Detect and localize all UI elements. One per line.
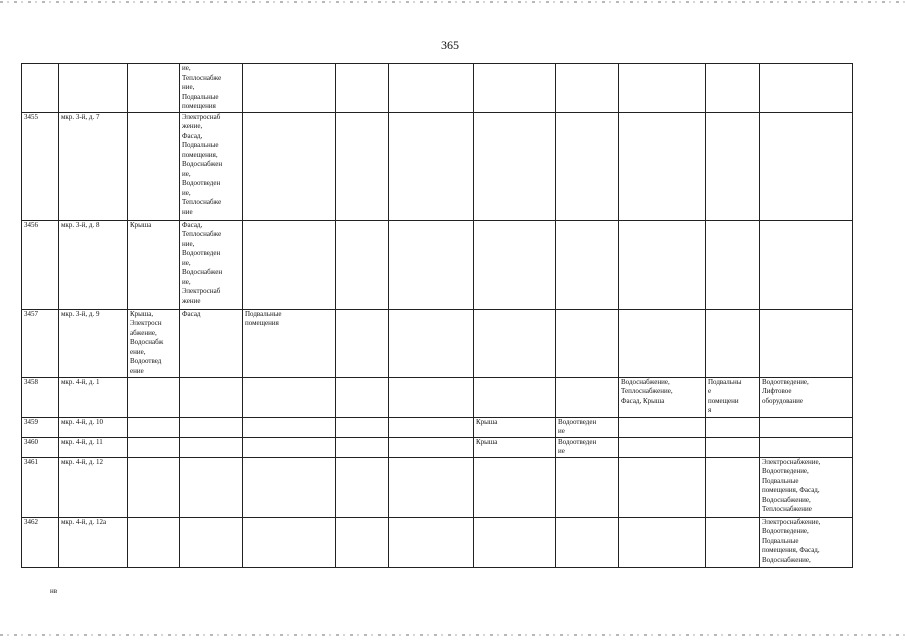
address-cell <box>59 64 128 113</box>
table-cell <box>706 309 760 377</box>
address-cell: мкр. 3-й, д. 7 <box>59 112 128 220</box>
table-cell <box>619 64 706 113</box>
table-cell <box>389 457 474 517</box>
document-table <box>21 63 853 568</box>
table-cell <box>389 377 474 417</box>
table-cell <box>128 437 180 457</box>
table-row <box>22 309 853 377</box>
address-cell: мкр. 3-й, д. 9 <box>59 309 128 377</box>
table-cell <box>760 112 853 220</box>
table-cell <box>474 457 556 517</box>
table-cell: Подвальны е помещени я <box>706 377 760 417</box>
row-number-cell: 3457 <box>22 309 59 377</box>
table-cell: Крыша <box>474 417 556 437</box>
table-cell <box>336 417 389 437</box>
table-cell <box>760 64 853 113</box>
table-cell <box>243 220 336 309</box>
table-cell <box>556 64 619 113</box>
table-cell <box>389 64 474 113</box>
table-row <box>22 517 853 567</box>
table-cell <box>389 417 474 437</box>
table-cell <box>128 457 180 517</box>
table-row <box>22 417 853 437</box>
table-cell <box>474 517 556 567</box>
row-number-cell: 3462 <box>22 517 59 567</box>
table-cell: Подвальные помещения <box>243 309 336 377</box>
table-body <box>22 64 853 568</box>
row-number-cell: 3460 <box>22 437 59 457</box>
table-cell <box>619 457 706 517</box>
footer-mark: нв <box>50 587 58 595</box>
table-cell <box>389 309 474 377</box>
table-cell: Водоотведение, Лифтовое оборудование <box>760 377 853 417</box>
table-cell <box>336 517 389 567</box>
table-cell <box>389 220 474 309</box>
table-cell <box>706 457 760 517</box>
table-cell <box>760 220 853 309</box>
table-cell <box>128 112 180 220</box>
table-row <box>22 220 853 309</box>
table-cell <box>336 457 389 517</box>
table-cell <box>243 517 336 567</box>
table-cell <box>243 377 336 417</box>
table-row <box>22 377 853 417</box>
row-number-cell <box>22 64 59 113</box>
table-cell <box>474 64 556 113</box>
table-cell <box>180 437 243 457</box>
address-cell: мкр. 4-й, д. 12 <box>59 457 128 517</box>
row-number-cell: 3456 <box>22 220 59 309</box>
table-cell <box>706 64 760 113</box>
table-cell <box>474 377 556 417</box>
table-cell <box>619 437 706 457</box>
table-cell <box>474 309 556 377</box>
table-cell <box>556 517 619 567</box>
table-cell <box>128 417 180 437</box>
table-cell <box>474 220 556 309</box>
table-cell <box>474 112 556 220</box>
table-cell: Водоотведен ие <box>556 417 619 437</box>
table-cell: Крыша <box>128 220 180 309</box>
table-cell <box>243 417 336 437</box>
table-cell <box>336 377 389 417</box>
table-cell: Электроснаб жение, Фасад, Подвальные помещения, Водоснабжен ие, Водоотведен ие, Теплоснабже ние <box>180 112 243 220</box>
table-cell <box>706 437 760 457</box>
table-cell <box>180 417 243 437</box>
table-cell <box>128 377 180 417</box>
table-cell <box>336 437 389 457</box>
table-cell <box>619 417 706 437</box>
table-cell <box>336 309 389 377</box>
table-cell: Фасад, Теплоснабже ние, Водоотведен ие, Водоснабжен ие, Электроснаб жение <box>180 220 243 309</box>
table-cell <box>760 417 853 437</box>
table-row <box>22 64 853 113</box>
table-cell <box>336 64 389 113</box>
table-cell <box>619 517 706 567</box>
table-cell <box>128 517 180 567</box>
table-cell <box>706 112 760 220</box>
table-cell <box>556 220 619 309</box>
row-number-cell: 3459 <box>22 417 59 437</box>
table-cell <box>619 309 706 377</box>
table-cell: ие, Теплоснабже ние, Подвальные помещения <box>180 64 243 113</box>
table-cell <box>619 220 706 309</box>
table-row <box>22 112 853 220</box>
table-cell <box>180 457 243 517</box>
table-cell <box>243 457 336 517</box>
table-cell <box>706 417 760 437</box>
table-cell <box>180 517 243 567</box>
address-cell: мкр. 4-й, д. 12а <box>59 517 128 567</box>
table-cell <box>760 309 853 377</box>
table-cell <box>243 64 336 113</box>
table-cell <box>389 517 474 567</box>
table-cell <box>556 457 619 517</box>
row-number-cell: 3458 <box>22 377 59 417</box>
table-cell <box>389 437 474 457</box>
table-cell <box>128 64 180 113</box>
page-number: 365 <box>441 38 459 52</box>
table-cell: Водоотведен ие <box>556 437 619 457</box>
scan-edge-top <box>0 1 905 3</box>
table-cell <box>243 112 336 220</box>
address-cell: мкр. 4-й, д. 1 <box>59 377 128 417</box>
table-cell: Фасад <box>180 309 243 377</box>
table-row <box>22 457 853 517</box>
scan-edge-bottom <box>0 634 905 636</box>
table-cell: Водоснабжение, Теплоснабжение, Фасад, Крыша <box>619 377 706 417</box>
table-cell <box>556 112 619 220</box>
table-cell: Электроснабжение, Водоотведение, Подвальные помещения, Фасад, Водоснабжение, <box>760 517 853 567</box>
table-cell: Электроснабжение, Водоотведение, Подвальные помещения, Фасад, Водоснабжение, Теплоснабжение <box>760 457 853 517</box>
table-cell <box>556 377 619 417</box>
row-number-cell: 3455 <box>22 112 59 220</box>
table-cell <box>706 220 760 309</box>
table-cell <box>180 377 243 417</box>
table-cell: Крыша, Электросн абжение, Водоснабж ение, Водоотвед ение <box>128 309 180 377</box>
table-cell: Крыша <box>474 437 556 457</box>
table-cell <box>336 112 389 220</box>
table-row <box>22 437 853 457</box>
table-cell <box>619 112 706 220</box>
table-cell <box>760 437 853 457</box>
table-cell <box>336 220 389 309</box>
table-cell <box>243 437 336 457</box>
address-cell: мкр. 4-й, д. 11 <box>59 437 128 457</box>
table-cell <box>706 517 760 567</box>
address-cell: мкр. 4-й, д. 10 <box>59 417 128 437</box>
table-cell <box>556 309 619 377</box>
table-cell <box>389 112 474 220</box>
row-number-cell: 3461 <box>22 457 59 517</box>
address-cell: мкр. 3-й, д. 8 <box>59 220 128 309</box>
